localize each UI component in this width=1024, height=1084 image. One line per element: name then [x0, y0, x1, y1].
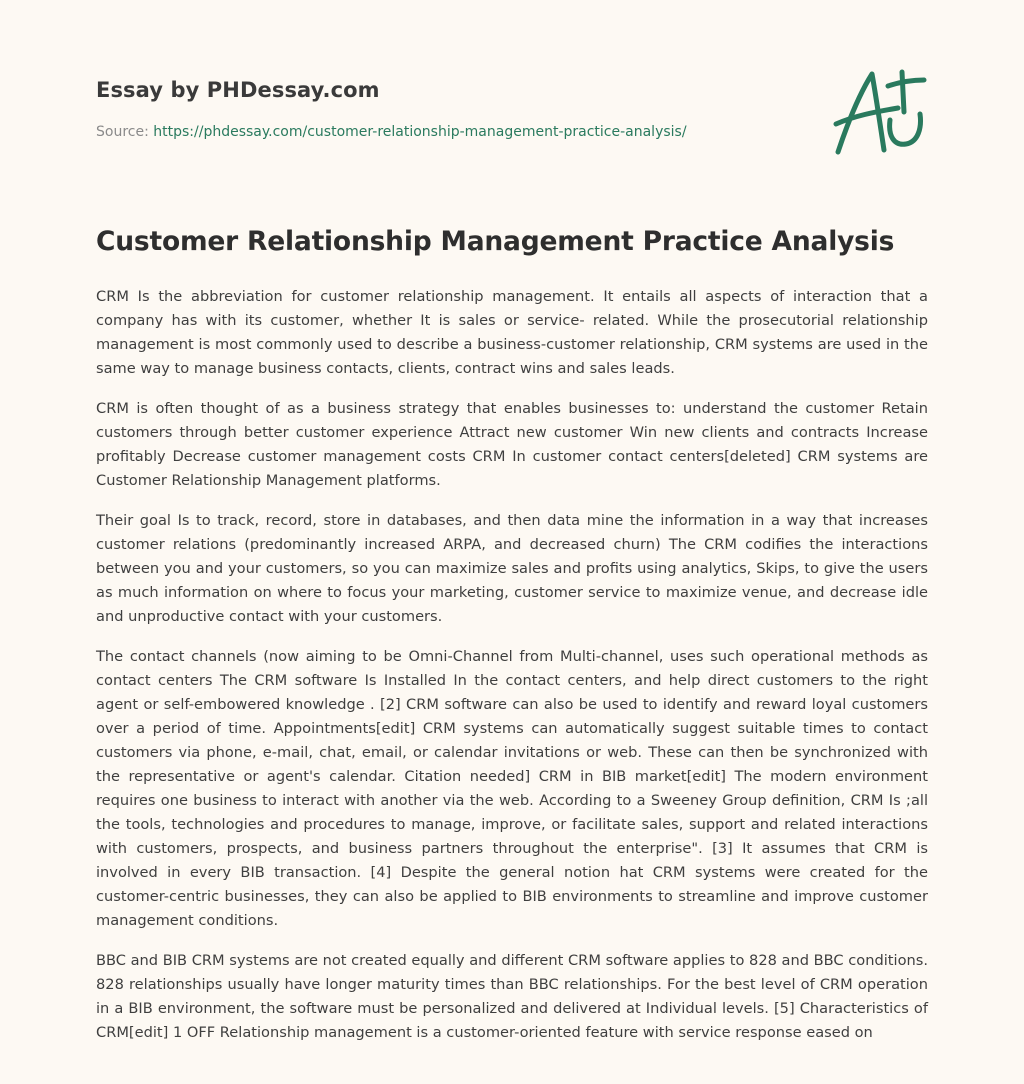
a-plus-logo-icon	[824, 66, 934, 166]
essay-header	[96, 72, 928, 172]
source-line	[96, 124, 928, 140]
source-link[interactable]: https://phdessay.com/customer-relationship-management-practice-analysis/	[153, 124, 687, 140]
essay-title: Customer Relationship Management Practice Analysis	[96, 226, 895, 257]
brand-title: Essay by PHDessay.com	[96, 78, 380, 102]
paragraph: The contact channels (now aiming to be Omni-Channel from Multi-channel, uses such operational methods as contact centers The CRM software Is Installed In the contact centers, and help direct customers to the right agent or self-embowered knowledge . [2] CRM software can also be used to identify and reward loyal customers over a period of time. Appointments[edit] CRM systems can automatically suggest suitable times to contact customers via phone, e-mail, chat, email, or calendar invitations or web. These can then be synchronized with the representative or agent's calendar. Citation needed] CRM in BIB market[edit] The modern environment requires one business to interact with another via the web. According to a Sweeney Group definition, CRM Is ;all the tools, technologies and procedures to manage, improve, or facilitate sales, support and related interactions with customers, prospects, and business partners throughout the enterprise". [3] It assumes that CRM is involved in every BIB transaction. [4] Despite the general notion hat CRM systems were created for the customer-centric businesses, they can also be applied to BIB environments to streamline and improve customer management conditions.	[96, 648, 928, 929]
essay-body	[96, 285, 928, 1061]
paragraph: CRM is often thought of as a business strategy that enables businesses to: understand the customer Retain customers through better customer experience Attract new customer Win new clients and contracts Increase profitably Decrease customer management costs CRM In customer contact centers[deleted] CRM systems are Customer Relationship Management platforms.	[96, 400, 928, 489]
source-label: Source:	[96, 124, 154, 140]
paragraph: CRM Is the abbreviation for customer relationship management. It entails all aspects of interaction that a company has with its customer, whether It is sales or service- related. While the prosecutorial relationship management is most commonly used to describe a business-customer relationship, CRM systems are used in the same way to manage business contacts, clients, contract wins and sales leads.	[96, 288, 928, 377]
paragraph: Their goal Is to track, record, store in databases, and then data mine the information in a way that increases customer relations (predominantly increased ARPA, and decreased churn) The CRM codifies the interactions between you and your customers, so you can maximize sales and profits using analytics, Skips, to give the users as much information on where to focus your marketing, customer service to maximize venue, and decrease idle and unproductive contact with your customers.	[96, 512, 928, 625]
paragraph: BBC and BIB CRM systems are not created equally and different CRM software applies to 828 and BBC conditions. 828 relationships usually have longer maturity times than BBC relationships. For the best level of CRM operation in a BIB environment, the software must be personalized and delivered at Individual levels. [5] Characteristics of CRM[edit] 1 OFF Relationship management is a customer-oriented feature with service response eased on	[96, 952, 928, 1041]
